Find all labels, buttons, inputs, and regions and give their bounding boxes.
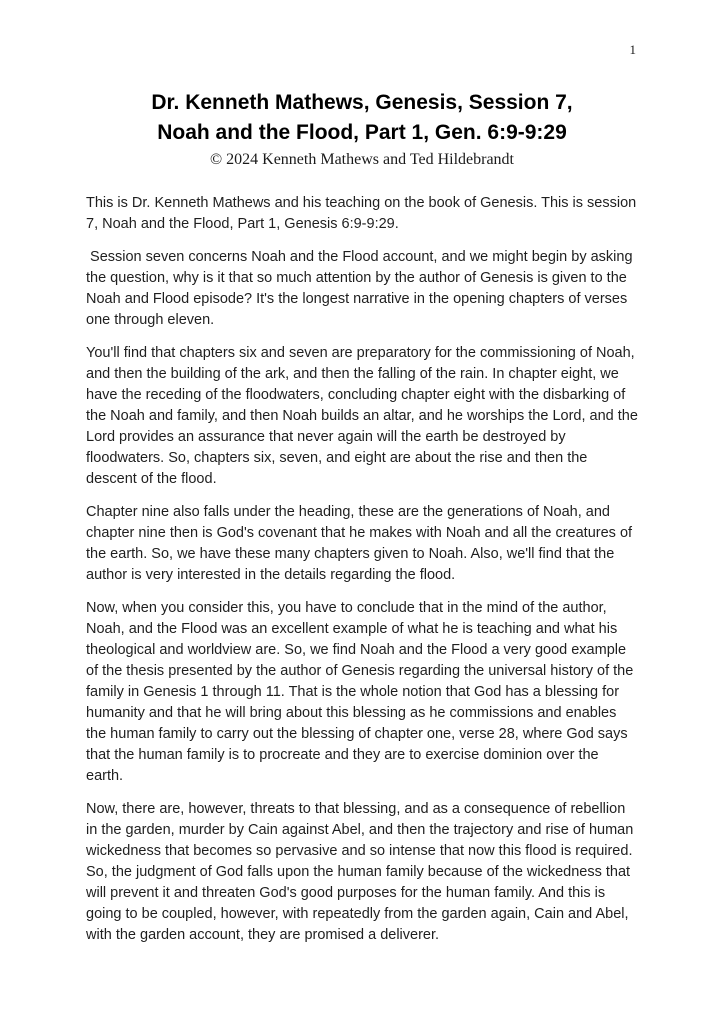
title-line-1: Dr. Kenneth Mathews, Genesis, Session 7,	[151, 91, 573, 114]
document-header	[86, 0, 638, 171]
paragraph-4: Chapter nine also falls under the heading, these are the generations of Noah, and chapter nine then is God's covenant that he makes with Noah and all the creatures of the earth. So, we have these many chapters given to Noah. Also, we'll find that the author is very interested in the details regarding the flood.	[86, 504, 637, 583]
document-title	[86, 88, 638, 148]
paragraph-5: Now, when you consider this, you have to conclude that in the mind of the author, Noah, and the Flood was an excellent example of what he is teaching and what his theological and worldview are. So, we find Noah and the Flood a very good example of the thesis presented by the author of Genesis regarding the universal history of the family in Genesis 1 through 11. That is the whole notion that God has a blessing for humanity and that he will bring about this blessing as he commissions and enables the human family to carry out the blessing of chapter one, verse 28, where God says that the human family is to procreate and they are to exercise dominion over the earth.	[86, 600, 638, 784]
copyright-line: © 2024 Kenneth Mathews and Ted Hildebrandt	[209, 151, 514, 168]
paragraph-2: Session seven concerns Noah and the Flood account, and we might begin by asking the question, why is it that so much attention by the author of Genesis is given to the Noah and Flood episode? It's the longest narrative in the opening chapters of verses one through eleven.	[86, 249, 637, 328]
paragraph-1: This is Dr. Kenneth Mathews and his teaching on the book of Genesis. This is session 7, Noah and the Flood, Part 1, Genesis 6:9-9:29.	[86, 195, 641, 232]
document-body	[86, 193, 642, 946]
paragraph-6: Now, there are, however, threats to that blessing, and as a consequence of rebellion in the garden, murder by Cain against Abel, and then the trajectory and rise of human wickedness that becomes so pervasive and so intense that now this flood is required. So, the judgment of God falls upon the human family because of the wickedness that will prevent it and threaten God's good purposes for the human family. And this is going to be coupled, however, with repeatedly from the garden again, Cain and Abel, with the garden account, they are promised a deliverer.	[86, 801, 638, 943]
page-number: 1	[629, 42, 636, 57]
title-line-2: Noah and the Flood, Part 1, Gen. 6:9-9:29	[157, 121, 567, 144]
paragraph-3: You'll find that chapters six and seven are preparatory for the commissioning of Noah, and then the building of the ark, and then the falling of the rain. In chapter eight, we have the receding of the floodwaters, concluding chapter eight with the disbarking of the Noah and family, and then Noah builds an altar, and he worships the Lord, and the Lord provides an assurance that never again will the earth be destroyed by floodwaters. So, chapters six, seven, and eight are about the rise and then the descent of the flood.	[86, 345, 642, 487]
